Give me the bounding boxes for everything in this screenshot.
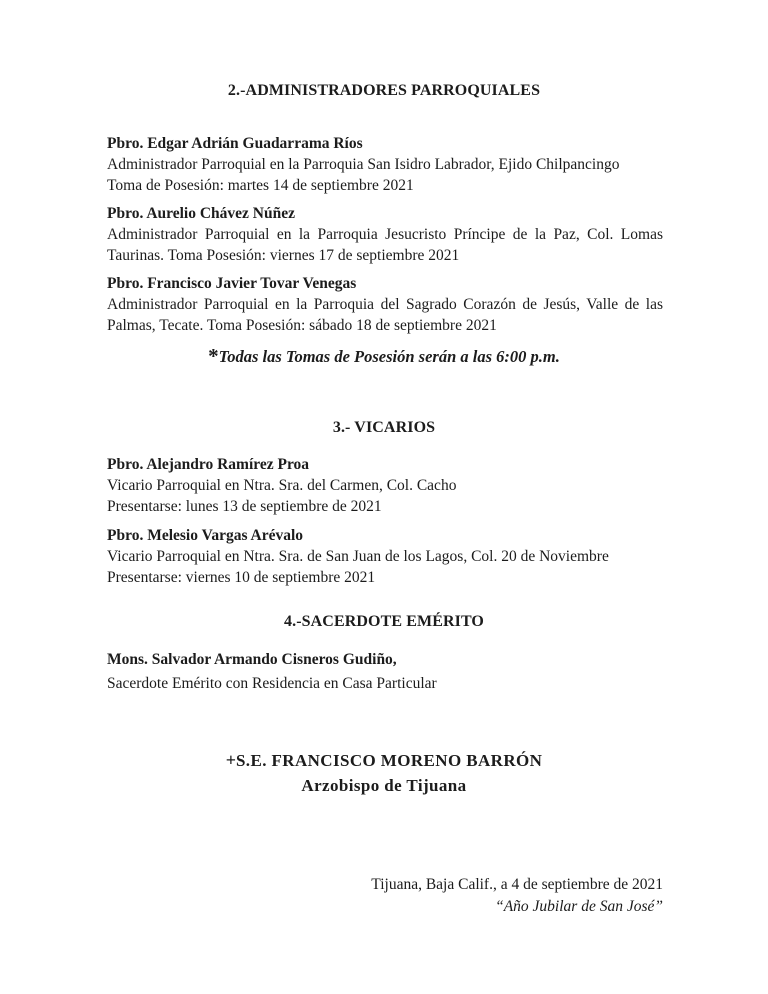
priest-detail-line: Toma de Posesión: martes 14 de septiembre 2021	[107, 177, 414, 194]
priest-detail-line: Taurinas. Toma Posesión: viernes 17 de septiembre 2021	[107, 247, 460, 264]
priest-name: Pbro. Alejandro Ramírez Proa	[107, 456, 310, 473]
priest-entry	[107, 648, 663, 696]
priest-entry	[107, 203, 663, 266]
archbishop-name-line	[0, 748, 768, 773]
section-heading-vicarios: 3.- VICARIOS	[332, 419, 436, 436]
motto: “Año Jubilar de San José”	[495, 897, 663, 915]
footer-block	[107, 874, 663, 917]
priest-detail-line: Vicario Parroquial en Ntra. Sra. de San Juan de los Lagos, Col. 20 de Noviembre	[107, 548, 609, 565]
priest-detail-line: Administrador Parroquial en la Parroquia Jesucristo Príncipe de la Paz, Col. Lomas	[107, 226, 663, 243]
possession-note	[0, 344, 768, 368]
priest-detail-line: Administrador Parroquial en la Parroquia San Isidro Labrador, Ejido Chilpancingo	[107, 156, 620, 173]
priest-name: Pbro. Edgar Adrián Guadarrama Ríos	[107, 135, 363, 152]
priest-detail-line: Administrador Parroquial en la Parroquia del Sagrado Corazón de Jesús, Valle de las	[107, 296, 663, 313]
priest-detail-line: Palmas, Tecate. Toma Posesión: sábado 18 de septiembre 2021	[107, 317, 497, 334]
archbishop-title: Arzobispo de Tijuana	[301, 776, 467, 795]
archbishop-name: S.E. FRANCISCO MORENO BARRÓN	[235, 751, 543, 770]
section-heading-sacerdote-emerito: 4.-SACERDOTE EMÉRITO	[284, 613, 484, 630]
priest-entry	[107, 133, 663, 196]
priest-entry	[107, 454, 663, 517]
priest-name: Pbro. Aurelio Chávez Núñez	[107, 205, 296, 222]
possession-note-text: Todas las Tomas de Posesión serán a las 6:00 p.m.	[218, 347, 560, 366]
priest-detail-line: Vicario Parroquial en Ntra. Sra. del Carmen, Col. Cacho	[107, 477, 457, 494]
priest-detail-line: Presentarse: viernes 10 de septiembre 2021	[107, 569, 376, 586]
priest-entry	[107, 273, 663, 336]
footnote-asterisk: *	[208, 344, 219, 368]
priest-entry	[107, 525, 663, 588]
section-heading-administradores: 2.-ADMINISTRADORES PARROQUIALES	[227, 82, 541, 99]
priest-name: Pbro. Francisco Javier Tovar Venegas	[107, 275, 357, 292]
signature-block	[0, 748, 768, 798]
priest-name: Pbro. Melesio Vargas Arévalo	[107, 527, 304, 544]
priest-detail-line: Presentarse: lunes 13 de septiembre de 2021	[107, 498, 382, 515]
priest-detail-line: Sacerdote Emérito con Residencia en Casa Particular	[107, 675, 437, 692]
dateline: Tijuana, Baja Calif., a 4 de septiembre de 2021	[371, 876, 663, 893]
cross-symbol: +	[225, 750, 236, 770]
priest-name: Mons. Salvador Armando Cisneros Gudiño,	[107, 651, 397, 668]
